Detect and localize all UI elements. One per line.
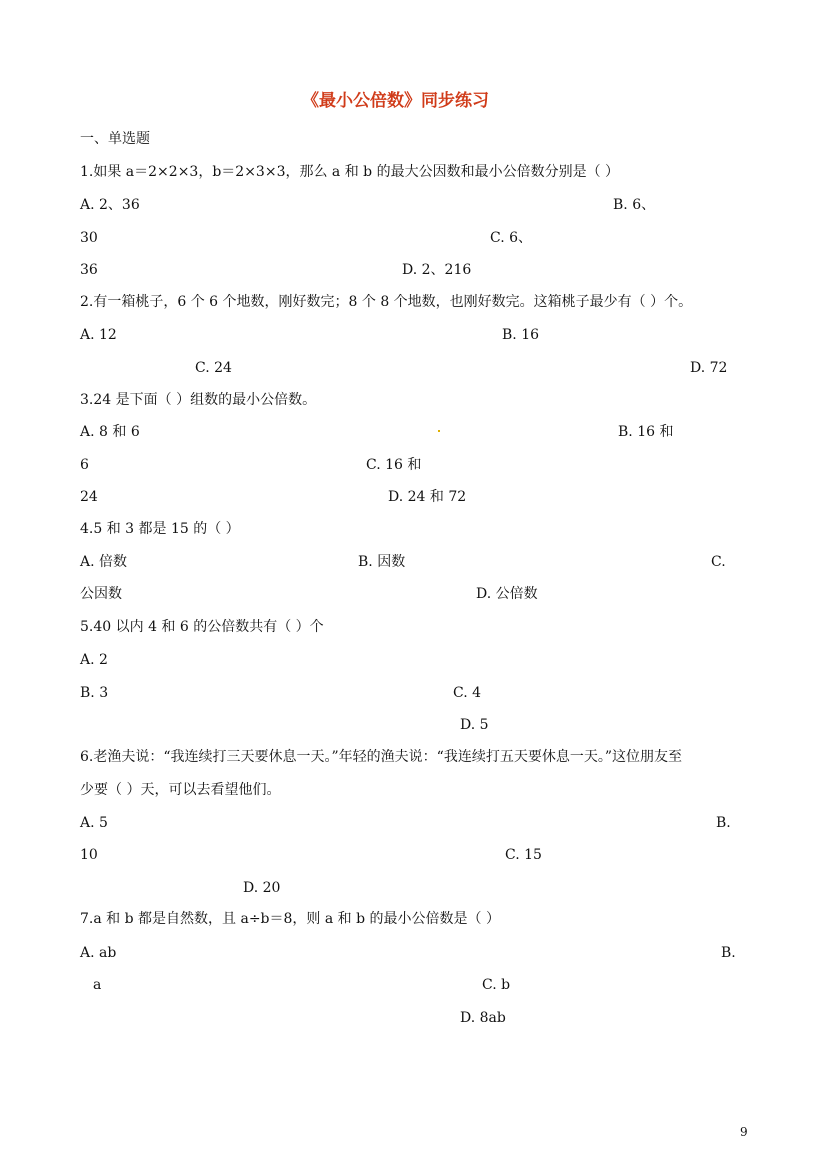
question-1-stem: 1.如果 a＝2×2×3，b＝2×3×3，那么 a 和 b 的最大公因数和最小公倍数分别是（ ） [80,164,620,180]
question-1-option-d: D. 2、216 [402,262,472,278]
question-7-stem: 7.a 和 b 都是自然数，且 a÷b＝8，则 a 和 b 的最小公倍数是（ ） [80,911,500,927]
question-5-option-d: D. 5 [460,717,489,733]
question-1-option-c-cont: 36 [80,262,98,278]
question-5-stem: 5.40 以内 4 和 6 的公倍数共有（ ）个 [80,619,324,635]
section-heading: 一、单选题 [80,131,150,147]
question-1-option-b: B. 6、 [613,197,656,213]
question-6-option-a: A. 5 [80,815,108,831]
question-3-option-a: A. 8 和 6 [80,424,140,440]
question-1-option-a: A. 2、36 [80,197,140,213]
question-3-option-c-cont: 24 [80,489,98,505]
question-6-stem: 6.老渔夫说：“我连续打三天要休息一天。”年轻的渔夫说：“我连续打五天要休息一天。”这位朋友至 [80,749,682,765]
question-3-option-d: D. 24 和 72 [388,489,467,505]
question-4-stem: 4.5 和 3 都是 15 的（ ） [80,521,240,537]
question-4-option-d: D. 公倍数 [476,586,538,602]
question-6-stem-cont: 少要（ ）天，可以去看望他们。 [80,782,281,798]
question-4-option-b: B. 因数 [358,554,406,570]
question-3-option-c: C. 16 和 [366,457,422,473]
question-7-option-b-cont: a [93,977,102,993]
question-6-option-c: C. 15 [505,847,542,863]
question-4-option-c: C. [711,554,726,570]
question-2-option-b: B. 16 [502,327,540,343]
question-5-option-c: C. 4 [453,685,482,701]
page-number: 9 [740,1125,748,1139]
question-3-option-b-cont: 6 [80,457,89,473]
question-3-option-b: B. 16 和 [618,424,674,440]
question-4-option-a: A. 倍数 [80,554,128,570]
question-6-option-b: B. [716,815,731,831]
question-3-stem: 3.24 是下面（ ）组数的最小公倍数。 [80,392,317,408]
question-6-option-d: D. 20 [243,880,281,896]
question-7-option-c: C. b [482,977,511,993]
question-7-option-a: A. ab [80,945,117,961]
question-2-stem: 2.有一箱桃子，6 个 6 个地数，刚好数完；8 个 8 个地数，也刚好数完。这箱桃子最少有（ ）个。 [80,294,693,310]
question-7-option-b: B. [721,945,736,961]
question-2-option-a: A. 12 [80,327,117,343]
question-6-option-b-cont: 10 [80,847,98,863]
question-7-option-d: D. 8ab [460,1010,506,1026]
question-2-option-c: C. 24 [195,360,232,376]
question-1-option-b-cont: 30 [80,230,98,246]
question-4-option-c-cont: 公因数 [80,586,122,602]
question-5-option-a: A. 2 [80,652,108,668]
stray-mark [438,430,440,432]
question-5-option-b: B. 3 [80,685,109,701]
question-1-option-c: C. 6、 [490,230,533,246]
question-2-option-d: D. 72 [690,360,728,376]
page-title: 《最小公倍数》同步练习 [302,91,489,111]
